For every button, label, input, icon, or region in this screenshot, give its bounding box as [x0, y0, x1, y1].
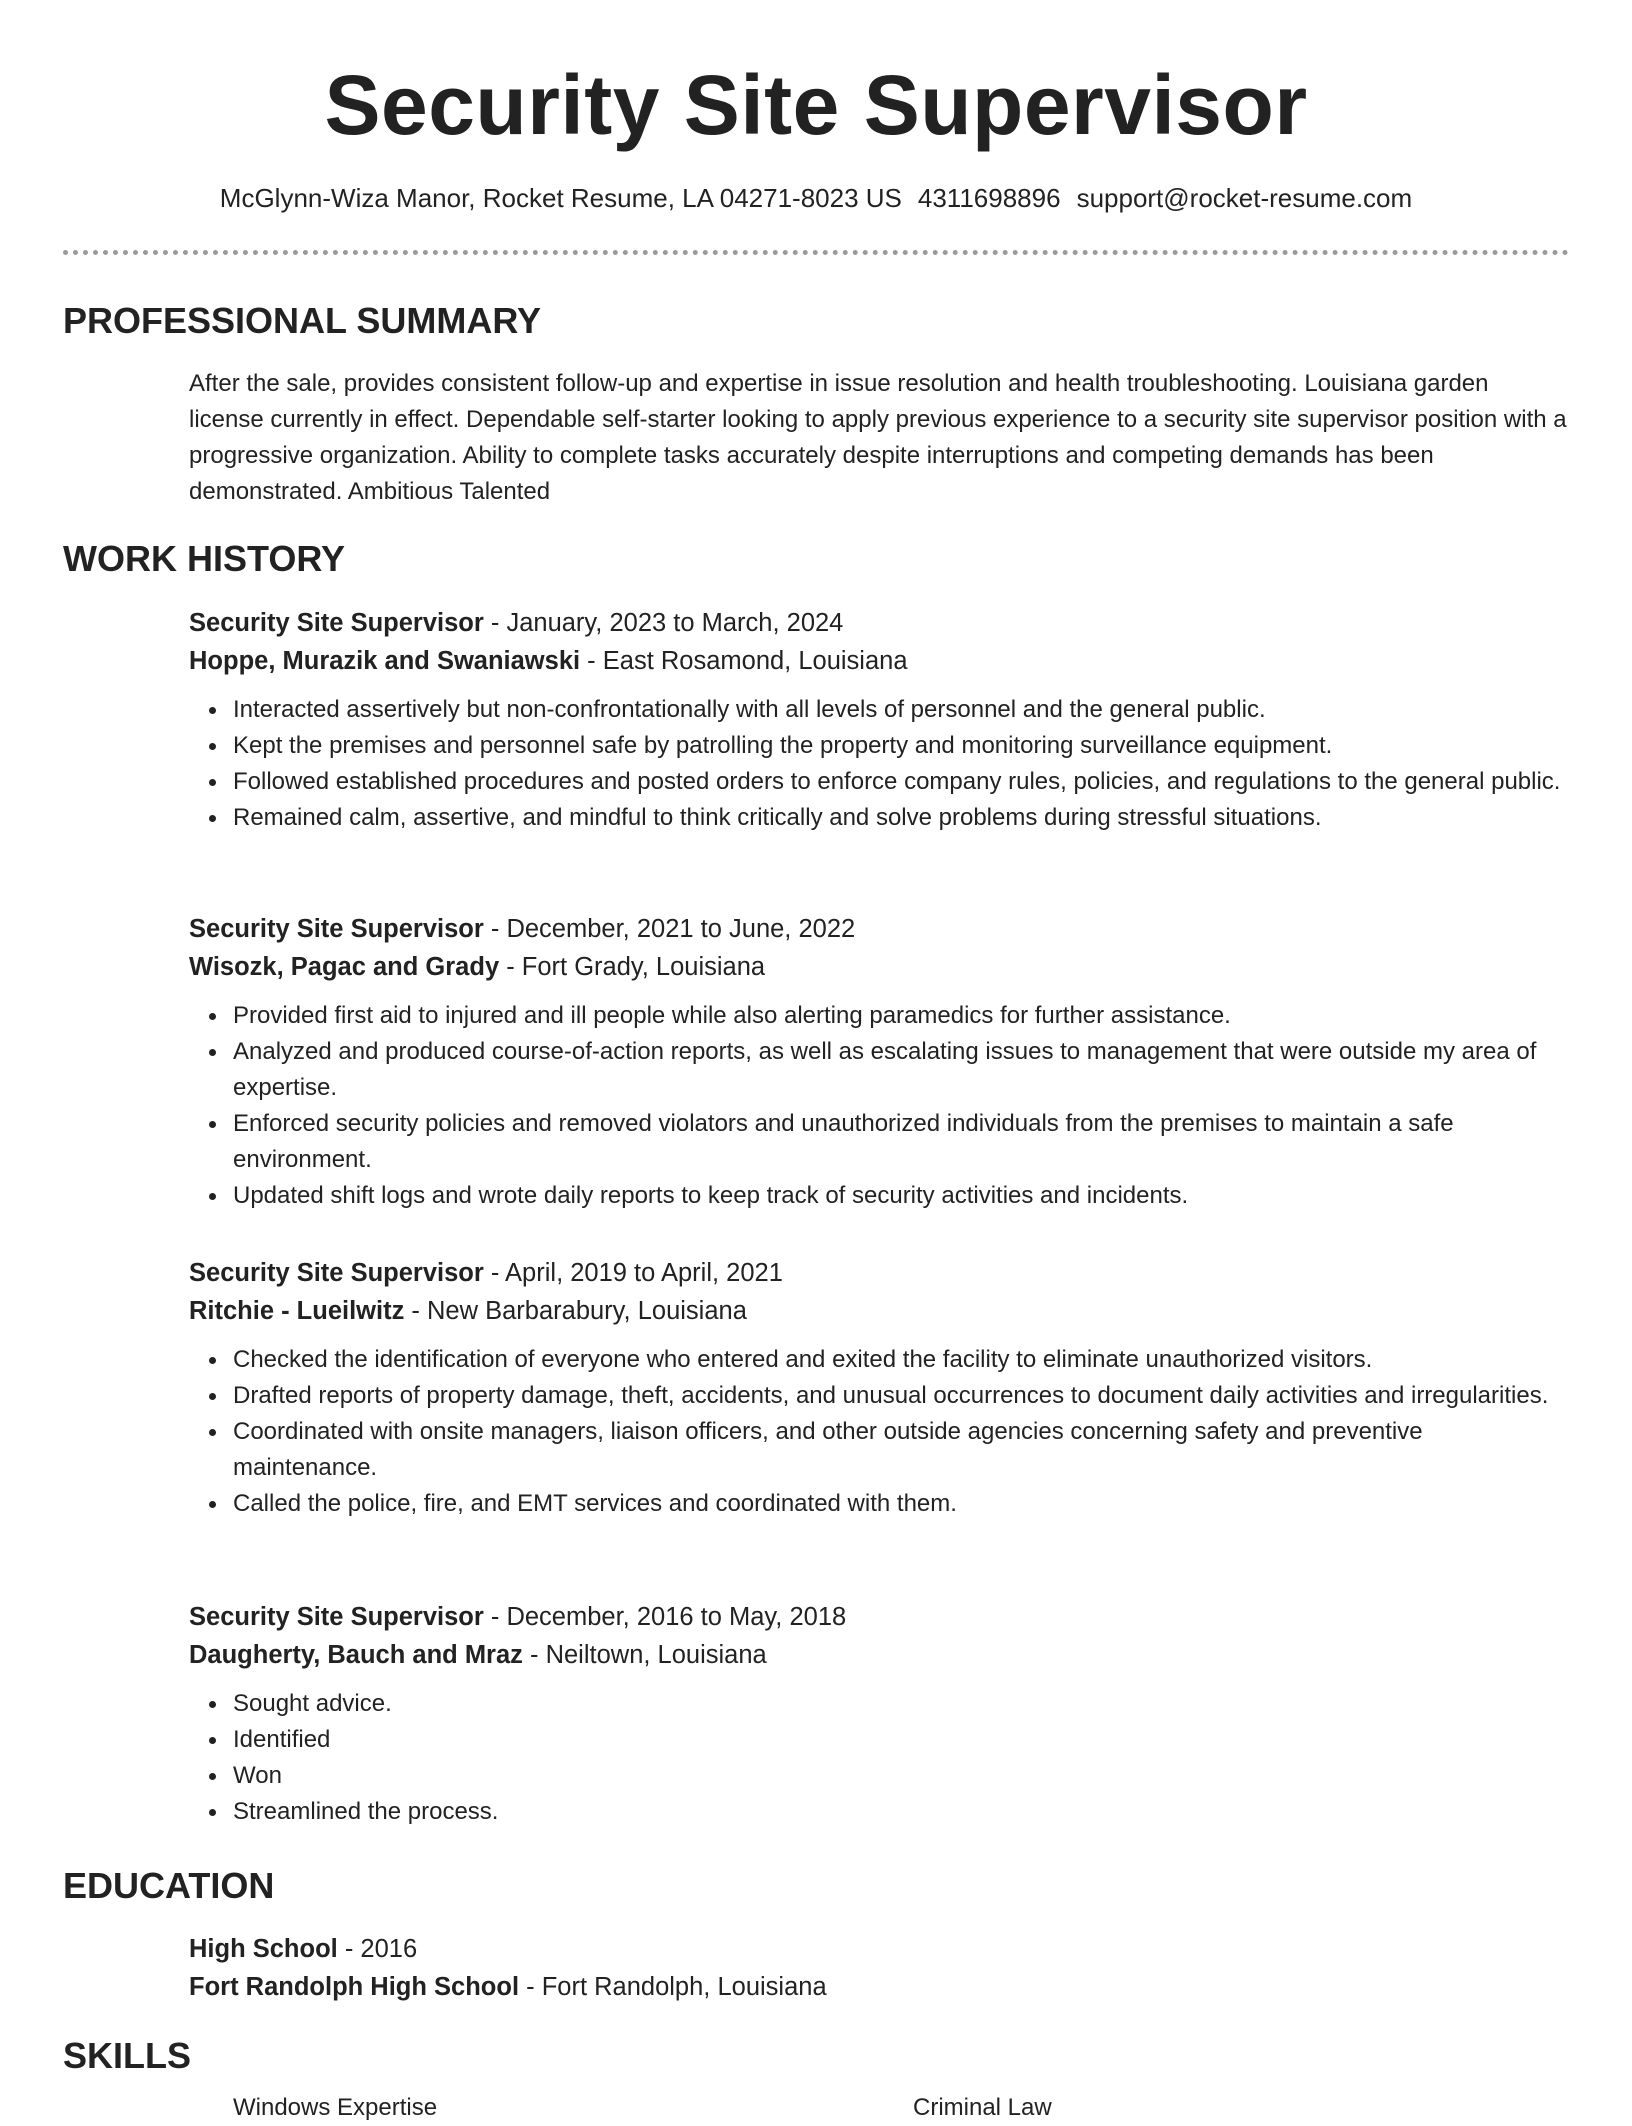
- list-item: Checked the identification of everyone who entered and exited the facility to eliminate unauthorized visitors.: [233, 1342, 1569, 1378]
- job-location: - East Rosamond, Louisiana: [580, 647, 908, 675]
- job-title-line: [189, 1598, 1569, 1636]
- job-location: - New Barbarabury, Louisiana: [404, 1297, 747, 1325]
- contact-email: support@rocket-resume.com: [1076, 183, 1413, 213]
- skill-item: Criminal Law: [913, 2094, 1052, 2121]
- job-role: Security Site Supervisor: [189, 1603, 484, 1631]
- job-dates: - January, 2023 to March, 2024: [483, 609, 844, 637]
- job-bullets: [189, 1342, 1569, 1522]
- education-school-line: [189, 1968, 1569, 2006]
- job-bullets: [189, 998, 1569, 1214]
- list-item: Interacted assertively but non-confrontationally with all levels of personnel and the general public.: [233, 692, 1569, 728]
- education-location: - Fort Randolph, Louisiana: [519, 1973, 827, 2001]
- contact-address: McGlynn-Wiza Manor, Rocket Resume, LA 04271-8023 US: [219, 183, 902, 213]
- education-year: - 2016: [337, 1935, 418, 1963]
- job-role: Security Site Supervisor: [189, 915, 484, 943]
- education-heading: EDUCATION: [63, 1865, 275, 1906]
- job-dates: - December, 2021 to June, 2022: [483, 915, 856, 943]
- work-history-heading: WORK HISTORY: [63, 538, 346, 579]
- list-item: Called the police, fire, and EMT services and coordinated with them.: [233, 1486, 1569, 1522]
- job-company: Wisozk, Pagac and Grady: [189, 953, 500, 981]
- job-dates: - December, 2016 to May, 2018: [483, 1603, 847, 1631]
- list-item: Streamlined the process.: [233, 1794, 1569, 1830]
- summary-body: [189, 366, 1569, 510]
- skills-heading: SKILLS: [63, 2035, 192, 2076]
- job-role: Security Site Supervisor: [189, 609, 484, 637]
- job-company: Ritchie - Lueilwitz: [189, 1297, 405, 1325]
- education-school: Fort Randolph High School: [189, 1973, 520, 2001]
- job-company-line: [189, 1292, 1569, 1330]
- education-entry: [189, 1930, 1569, 2006]
- job-location: - Fort Grady, Louisiana: [499, 953, 766, 981]
- job-location: - Neiltown, Louisiana: [522, 1641, 767, 1669]
- job-dates: - April, 2019 to April, 2021: [483, 1259, 783, 1287]
- job-title-line: [189, 1254, 1569, 1292]
- list-item: Followed established procedures and posted orders to enforce company rules, policies, and regulations to the general public.: [233, 764, 1569, 800]
- job-company-line: [189, 642, 1569, 680]
- candidate-name: Security Site Supervisor: [324, 58, 1308, 152]
- header-divider: [63, 250, 1569, 255]
- job-bullets: [189, 692, 1569, 836]
- job-entry: [189, 1598, 1569, 1830]
- education-degree-line: [189, 1930, 1569, 1968]
- list-item: Drafted reports of property damage, theft, accidents, and unusual occurrences to document daily activities and irregularities.: [233, 1378, 1569, 1414]
- list-item: Updated shift logs and wrote daily reports to keep track of security activities and incidents.: [233, 1178, 1569, 1214]
- job-entry: [189, 910, 1569, 1214]
- list-item: Sought advice.: [233, 1686, 1569, 1722]
- job-entry: [189, 1254, 1569, 1522]
- job-role: Security Site Supervisor: [189, 1259, 484, 1287]
- contact-line: [0, 180, 1632, 216]
- job-company: Hoppe, Murazik and Swaniawski: [189, 647, 581, 675]
- list-item: Coordinated with onsite managers, liaison officers, and other outside agencies concerning safety and preventive maintenance.: [233, 1414, 1569, 1486]
- skill-item: Windows Expertise: [233, 2094, 438, 2121]
- summary-text: After the sale, provides consistent follow-up and expertise in issue resolution and health troubleshooting. Louisiana garden license currently in effect. Dependable self-starter looking to apply previous experience to a security site supervisor position with a progressive organization. Ability to complete tasks accurately despite interruptions and competing demands has been demonstrated. Ambitious Talented: [189, 370, 1567, 505]
- job-entry: [189, 604, 1569, 836]
- education-degree: High School: [189, 1935, 338, 1963]
- list-item: Remained calm, assertive, and mindful to think critically and solve problems during stressful situations.: [233, 800, 1569, 836]
- job-company-line: [189, 948, 1569, 986]
- list-item: Kept the premises and personnel safe by patrolling the property and monitoring surveillance equipment.: [233, 728, 1569, 764]
- job-company-line: [189, 1636, 1569, 1674]
- job-title-line: [189, 910, 1569, 948]
- list-item: Identified: [233, 1722, 1569, 1758]
- job-company: Daugherty, Bauch and Mraz: [189, 1641, 523, 1669]
- job-bullets: [189, 1686, 1569, 1830]
- list-item: Analyzed and produced course-of-action reports, as well as escalating issues to management that were outside my area of expertise.: [233, 1034, 1569, 1106]
- list-item: Won: [233, 1758, 1569, 1794]
- contact-phone: 4311698896: [917, 183, 1061, 213]
- list-item: Provided first aid to injured and ill people while also alerting paramedics for further assistance.: [233, 998, 1569, 1034]
- list-item: Enforced security policies and removed violators and unauthorized individuals from the premises to maintain a safe environment.: [233, 1106, 1569, 1178]
- job-title-line: [189, 604, 1569, 642]
- summary-heading: PROFESSIONAL SUMMARY: [63, 300, 542, 341]
